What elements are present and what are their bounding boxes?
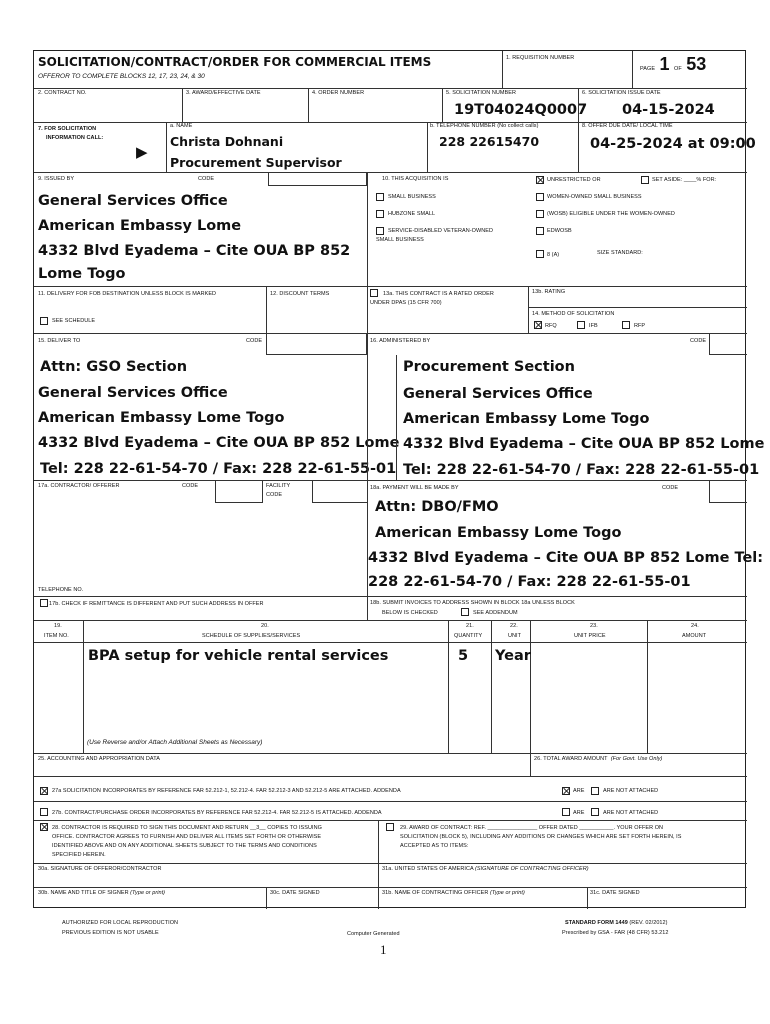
sdvosb-label-b: SMALL BUSINESS [376, 237, 424, 243]
edwosb-checkbox[interactable] [536, 227, 544, 235]
deliver-to-line-3: American Embassy Lome Togo [38, 410, 285, 426]
27b-are-not-checkbox[interactable] [591, 808, 599, 816]
submit-invoices-label-b: BELOW IS CHECKED [382, 610, 438, 616]
issued-by-code-label: CODE [198, 176, 215, 182]
block7-label-b: INFORMATION CALL: [46, 135, 104, 141]
sdvosb-checkbox[interactable] [376, 227, 384, 235]
deliver-to-label: 15. DELIVER TO [38, 338, 81, 344]
col22-num: 22. [510, 623, 518, 629]
payment-line-4: 228 22-61-54-70 / Fax: 228 22-61-55-01 [368, 574, 691, 590]
issue-date-label: 6. SOLICITATION ISSUE DATE [582, 90, 661, 96]
payment-code-label: CODE [662, 485, 679, 491]
payment-label: 18a. PAYMENT WILL BE MADE BY [370, 485, 459, 491]
28-checkbox[interactable] [40, 823, 48, 831]
issued-by-line-3: 4332 Blvd Eyadema – Cite OUA BP 852 [38, 243, 351, 259]
wosb-label: WOMEN-OWNED SMALL BUSINESS [547, 194, 642, 200]
wosb-eligible-label: (WOSB) ELIGIBLE UNDER THE WOMEN-OWNED [547, 211, 675, 217]
rfq-checkbox[interactable] [534, 321, 542, 329]
27a-checkbox[interactable] [40, 787, 48, 795]
administered-by-label: 16. ADMINISTERED BY [370, 338, 431, 344]
payment-line-2: American Embassy Lome Togo [375, 525, 622, 541]
sdvosb-label-a: SERVICE-DISABLED VETERAN-OWNED [388, 228, 494, 234]
sf1449-form [33, 50, 765, 908]
footer-authorized: AUTHORIZED FOR LOCAL REPRODUCTION [62, 920, 179, 926]
order-number-label: 4. ORDER NUMBER [312, 90, 365, 96]
hubzone-checkbox[interactable] [376, 210, 384, 218]
deliver-to-code-label: CODE [246, 338, 263, 344]
solicitation-number: 19T04024Q0007 [454, 102, 588, 118]
29-line-1: 29. AWARD OF CONTRACT: REF. ________________ OFFER DATED ___________. YOUR OFFER ON [400, 825, 664, 831]
29-checkbox[interactable] [386, 823, 394, 831]
hubzone-label: HUBZONE SMALL [388, 211, 436, 217]
eight-a-label: 8 (A) [547, 252, 560, 258]
total-award-label: 26. TOTAL AWARD AMOUNT (For Govt. Use Only) [534, 756, 663, 762]
offer-due-date: 04-25-2024 at 09:00 [590, 136, 756, 152]
arrow-right-icon: ▶ [136, 144, 148, 161]
issue-date: 04-15-2024 [622, 102, 715, 118]
administered-by-line-2: General Services Office [403, 386, 593, 402]
col20-label: SCHEDULE OF SUPPLIES/SERVICES [202, 633, 301, 639]
30c-label: 30c. DATE SIGNED [270, 890, 320, 896]
col19-label: ITEM NO. [44, 633, 69, 639]
contractor-code-label: CODE [182, 483, 199, 489]
remittance-label: 17b. CHECK IF REMITTANCE IS DIFFERENT AND PUT SUCH ADDRESS IN OFFER [49, 601, 264, 607]
rfp-checkbox[interactable] [622, 321, 630, 329]
col19-num: 19. [54, 623, 62, 629]
deliver-to-line-4: 4332 Blvd Eyadema – Cite OUA BP 852 Lome [38, 435, 400, 451]
set-aside-checkbox[interactable] [641, 176, 649, 184]
footer-prescribed: Prescribed by GSA - FAR (48 CFR) 53.212 [562, 930, 669, 936]
administered-by-line-5: Tel: 228 22-61-54-70 / Fax: 228 22-61-55-01 [403, 462, 760, 478]
27b-label: 27b. CONTRACT/PURCHASE ORDER INCORPORATES BY REFERENCE FAR 52.212-4. FAR 52.212-5 IS ATTACHED. ADDENDA [52, 810, 382, 816]
administered-by-line-4: 4332 Blvd Eyadema – Cite OUA BP 852 Lome [403, 436, 765, 452]
27b-checkbox[interactable] [40, 808, 48, 816]
27a-are-label: ARE [573, 788, 585, 794]
schedule-note: (Use Reverse and/or Attach Additional Sheets as Necessary) [87, 739, 263, 746]
payment-line-3: 4332 Blvd Eyadema – Cite OUA BP 852 Lome Tel: [368, 550, 764, 566]
contact-title: Procurement Supervisor [170, 155, 342, 170]
administered-by-code-label: CODE [690, 338, 707, 344]
ifb-label: IFB [589, 323, 598, 329]
schedule-item-unit: Year [495, 648, 531, 664]
rated-order-checkbox[interactable] [370, 289, 378, 297]
size-standard-label: SIZE STANDARD: [597, 250, 643, 256]
rated-order-label-b: UNDER DPAS (15 CFR 700) [370, 300, 442, 306]
31a-label: 31a. UNITED STATES OF AMERICA (SIGNATURE OF CONTRACTING OFFICER) [382, 866, 589, 872]
see-schedule-label: SEE SCHEDULE [52, 318, 96, 324]
31b-label: 31b. NAME OF CONTRACTING OFFICER (Type or print) [382, 890, 525, 896]
unrestricted-label: UNRESTRICTED OR [547, 177, 601, 183]
discount-terms-label: 12. DISCOUNT TERMS [270, 291, 330, 297]
due-date-label: 8. OFFER DUE DATE/ LOCAL TIME [582, 123, 673, 129]
col23-label: UNIT PRICE [574, 633, 606, 639]
form-subtitle: OFFEROR TO COMPLETE BLOCKS 12, 17, 23, 24, & 30 [38, 73, 205, 80]
28-line-4: SPECIFIED HEREIN. [52, 852, 106, 858]
issued-by-line-4: Lome Togo [38, 266, 126, 282]
col24-label: AMOUNT [682, 633, 707, 639]
submit-invoices-label-a: 18b. SUBMIT INVOICES TO ADDRESS SHOWN IN BLOCK 18a UNLESS BLOCK [370, 600, 575, 606]
rfp-label: RFP [634, 323, 646, 329]
27b-are-not-label: ARE NOT ATTACHED [603, 810, 659, 816]
contract-no-label: 2. CONTRACT NO. [38, 90, 87, 96]
col20-num: 20. [261, 623, 269, 629]
form-title: SOLICITATION/CONTRACT/ORDER FOR COMMERCIAL ITEMS [38, 55, 432, 69]
telephone-label: TELEPHONE NO. [38, 587, 84, 593]
footer-standard-form: STANDARD FORM 1449 (REV. 02/2012) [565, 920, 668, 926]
27a-label: 27a SOLICITATION INCORPORATES BY REFERENCE FAR 52.212-1, 52.212-4. FAR 52.212-3 AND 52.212-5 ARE ATTACHED. ADDENDA [52, 788, 401, 794]
issued-by-line-1: General Services Office [38, 193, 228, 209]
block7-label-a: 7. FOR SOLICITATION [38, 126, 97, 132]
footer-previous: PREVIOUS EDITION IS NOT USABLE [62, 930, 159, 936]
facility-label-b: CODE [266, 492, 283, 498]
27b-are-checkbox[interactable] [562, 808, 570, 816]
wosb-eligible-checkbox[interactable] [536, 210, 544, 218]
requisition-label: 1. REQUISITION NUMBER [506, 55, 575, 61]
rated-order-label-a: 13a. THIS CONTRACT IS A RATED ORDER [383, 291, 494, 297]
edwosb-label: EDWOSB [547, 228, 572, 234]
30a-label: 30a. SIGNATURE OF OFFEROR/CONTRACTOR [38, 866, 162, 872]
29-line-3: ACCEPTED AS TO ITEMS: [400, 843, 469, 849]
issued-by-line-2: American Embassy Lome [38, 218, 242, 234]
see-schedule-checkbox[interactable] [40, 317, 48, 325]
deliver-to-line-2: General Services Office [38, 385, 228, 401]
schedule-item-quantity: 5 [458, 648, 469, 664]
page-indicator: PAGE 1 OF 53 [640, 54, 707, 74]
set-aside-label: SET ASIDE: ____% FOR: [652, 177, 717, 183]
col22-label: UNIT [508, 633, 522, 639]
30b-label: 30b. NAME AND TITLE OF SIGNER (Type or print) [38, 890, 166, 896]
schedule-item-description: BPA setup for vehicle rental services [88, 648, 389, 664]
deliver-to-line-1: Attn: GSO Section [40, 359, 188, 375]
contractor-label: 17a. CONTRACTOR/ OFFERER [38, 483, 120, 489]
acquisition-label: 10. THIS ACQUISITION IS [382, 176, 449, 182]
method-label: 14. METHOD OF SOLICITATION [532, 311, 615, 317]
rfq-label: RFQ [545, 323, 557, 329]
rating-label: 13b. RATING [532, 289, 566, 295]
footer-page-number: 1 [380, 942, 387, 957]
27a-are-not-checkbox[interactable] [591, 787, 599, 795]
footer-computer-generated: Computer Generated [347, 931, 400, 937]
solicitation-number-label: 5. SOLICITATION NUMBER [446, 90, 516, 96]
col21-label: QUANTITY [454, 633, 483, 639]
remittance-checkbox[interactable] [40, 599, 48, 607]
accounting-label: 25. ACCOUNTING AND APPROPRIATION DATA [38, 756, 160, 762]
small-business-checkbox[interactable] [376, 193, 384, 201]
administered-by-line-1: Procurement Section [403, 359, 575, 375]
29-line-2: SOLICITATION (BLOCK 5), INCLUDING ANY ADDITIONS OR CHANGES WHICH ARE SET FORTH HEREIN, IS [400, 834, 682, 840]
unrestricted-checkbox[interactable] [536, 176, 544, 184]
wosb-checkbox[interactable] [536, 193, 544, 201]
31c-label: 31c. DATE SIGNED [590, 890, 640, 896]
administered-by-line-3: American Embassy Lome Togo [403, 411, 650, 427]
see-addendum-checkbox[interactable] [461, 608, 469, 616]
col24-num: 24. [691, 623, 699, 629]
delivery-label: 11. DELIVERY FOR FOB DESTINATION UNLESS BLOCK IS MARKED [38, 291, 217, 297]
name-label: a. NAME [170, 123, 193, 129]
small-business-label: SMALL BUSINESS [388, 194, 436, 200]
28-line-1: 28. CONTRACTOR IS REQUIRED TO SIGN THIS DOCUMENT AND RETURN __3__ COPIES TO ISSUING [52, 825, 322, 831]
award-date-label: 3. AWARD/EFFECTIVE DATE [186, 90, 261, 96]
phone-label: b. TELEPHONE NUMBER (No collect calls) [430, 123, 539, 129]
see-addendum-label: SEE ADDENDUM [473, 610, 518, 616]
col21-num: 21. [466, 623, 474, 629]
ifb-checkbox[interactable] [577, 321, 585, 329]
deliver-to-line-5: Tel: 228 22-61-54-70 / Fax: 228 22-61-55-01 [40, 461, 397, 477]
28-line-3: IDENTIFIED ABOVE AND ON ANY ADDITIONAL SHEETS SUBJECT TO THE TERMS AND CONDITIONS [52, 843, 317, 849]
contact-name: Christa Dohnani [170, 134, 284, 149]
27a-are-not-label: ARE NOT ATTACHED [603, 788, 659, 794]
28-line-2: OFFICE. CONTRACTOR AGREES TO FURNISH AND DELIVER ALL ITEMS SET FORTH OR OTHERWISE [52, 834, 322, 840]
col23-num: 23. [590, 623, 598, 629]
27a-are-checkbox[interactable] [562, 787, 570, 795]
eight-a-checkbox[interactable] [536, 250, 544, 258]
issued-by-label: 9. ISSUED BY [38, 176, 75, 182]
facility-label-a: FACILITY [266, 483, 291, 489]
contact-phone: 228 22615470 [439, 134, 540, 149]
27b-are-label: ARE [573, 810, 585, 816]
payment-line-1: Attn: DBO/FMO [375, 499, 499, 515]
